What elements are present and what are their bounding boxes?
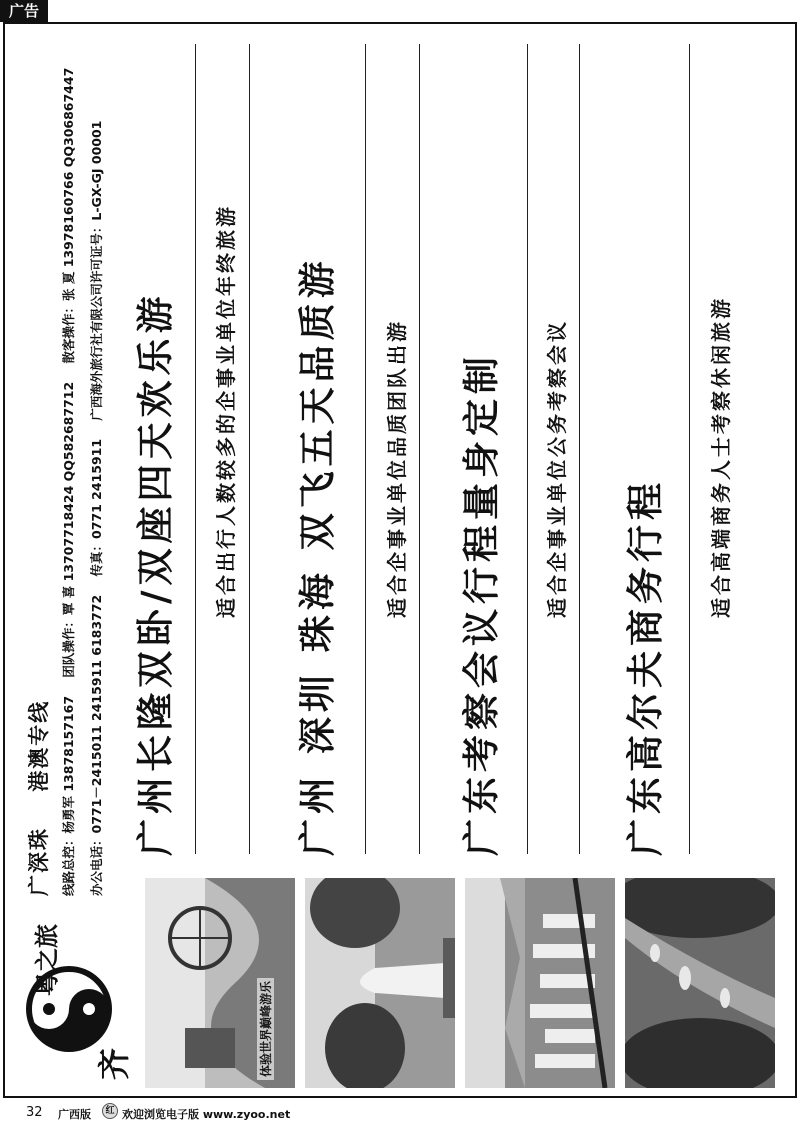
product-subtitle-1: 适合出行人数较多的企事业单位年终旅游 <box>214 204 238 618</box>
company-header <box>23 674 53 896</box>
contact-fax: 传真：0771 2415911 <box>89 438 104 577</box>
divider-1 <box>195 44 196 854</box>
golf-course-image-icon <box>625 878 775 1088</box>
photo-caption: 体验世界巅峰游乐 <box>257 978 274 1080</box>
divider-6 <box>579 44 580 854</box>
line-name: 港澳专线 <box>27 699 51 792</box>
product-subtitle-4: 适合高端商务人士考察休闲旅游 <box>709 296 733 618</box>
product-title-3: 广东考察会议行程量身定制 <box>460 352 503 856</box>
edition-label: 广西版 <box>58 1108 91 1121</box>
product-title-2: 广州 深圳 珠海 双飞五天品质游 <box>296 256 339 856</box>
product-title-1: 广州长隆双卧/双座四天欢乐游 <box>134 291 177 856</box>
photo-theme-park <box>145 878 295 1088</box>
contact-individual-operator: 散客操作：张 夏 13978160766 QQ306867447 <box>61 67 76 364</box>
divider-3 <box>365 44 366 854</box>
photo-golf <box>625 878 775 1088</box>
divider-5 <box>527 44 528 854</box>
divider-7 <box>689 44 690 854</box>
ad-frame <box>3 22 797 1098</box>
edition-badge-icon: 红 <box>102 1103 118 1119</box>
contact-row-2 <box>87 107 105 896</box>
product-title-4: 广东高尔夫商务行程 <box>624 478 667 856</box>
company-logo <box>19 907 131 1082</box>
page-footer <box>0 1100 800 1124</box>
photo-city <box>465 878 615 1088</box>
statue-image-icon <box>305 878 455 1088</box>
company-name: 广深珠 <box>27 827 51 896</box>
contact-route-manager: 线路总控：杨勇军 13878157167 <box>61 695 76 896</box>
logo-text-top: 粤之旅 <box>33 924 61 996</box>
divider-4 <box>419 44 420 854</box>
page-number: 32 <box>26 1105 43 1120</box>
ad-tag: 广告 <box>0 0 48 22</box>
contact-office-phone: 办公电话：0771－2415011 2415911 6183772 <box>89 594 104 896</box>
website-link[interactable]: 欢迎浏览电子版 www.zyoo.net <box>122 1108 291 1121</box>
contact-group-operator: 团队操作：覃 喜 13707718424 QQ582687712 <box>61 381 76 678</box>
contact-row-1 <box>59 54 77 896</box>
logo-text-bottom: 齐 <box>95 1047 133 1080</box>
product-subtitle-3: 适合企事业单位公务考察会议 <box>545 319 569 618</box>
rotated-content <box>5 24 795 1096</box>
photo-statue <box>305 878 455 1088</box>
contact-license: 广西海外旅行社有限公司许可证号：L-GX-GJ 00001 <box>89 120 104 421</box>
product-subtitle-2: 适合企事业单位品质团队出游 <box>385 319 409 618</box>
photo-column <box>135 878 791 1096</box>
divider-2 <box>249 44 250 854</box>
city-image-icon <box>465 878 615 1088</box>
